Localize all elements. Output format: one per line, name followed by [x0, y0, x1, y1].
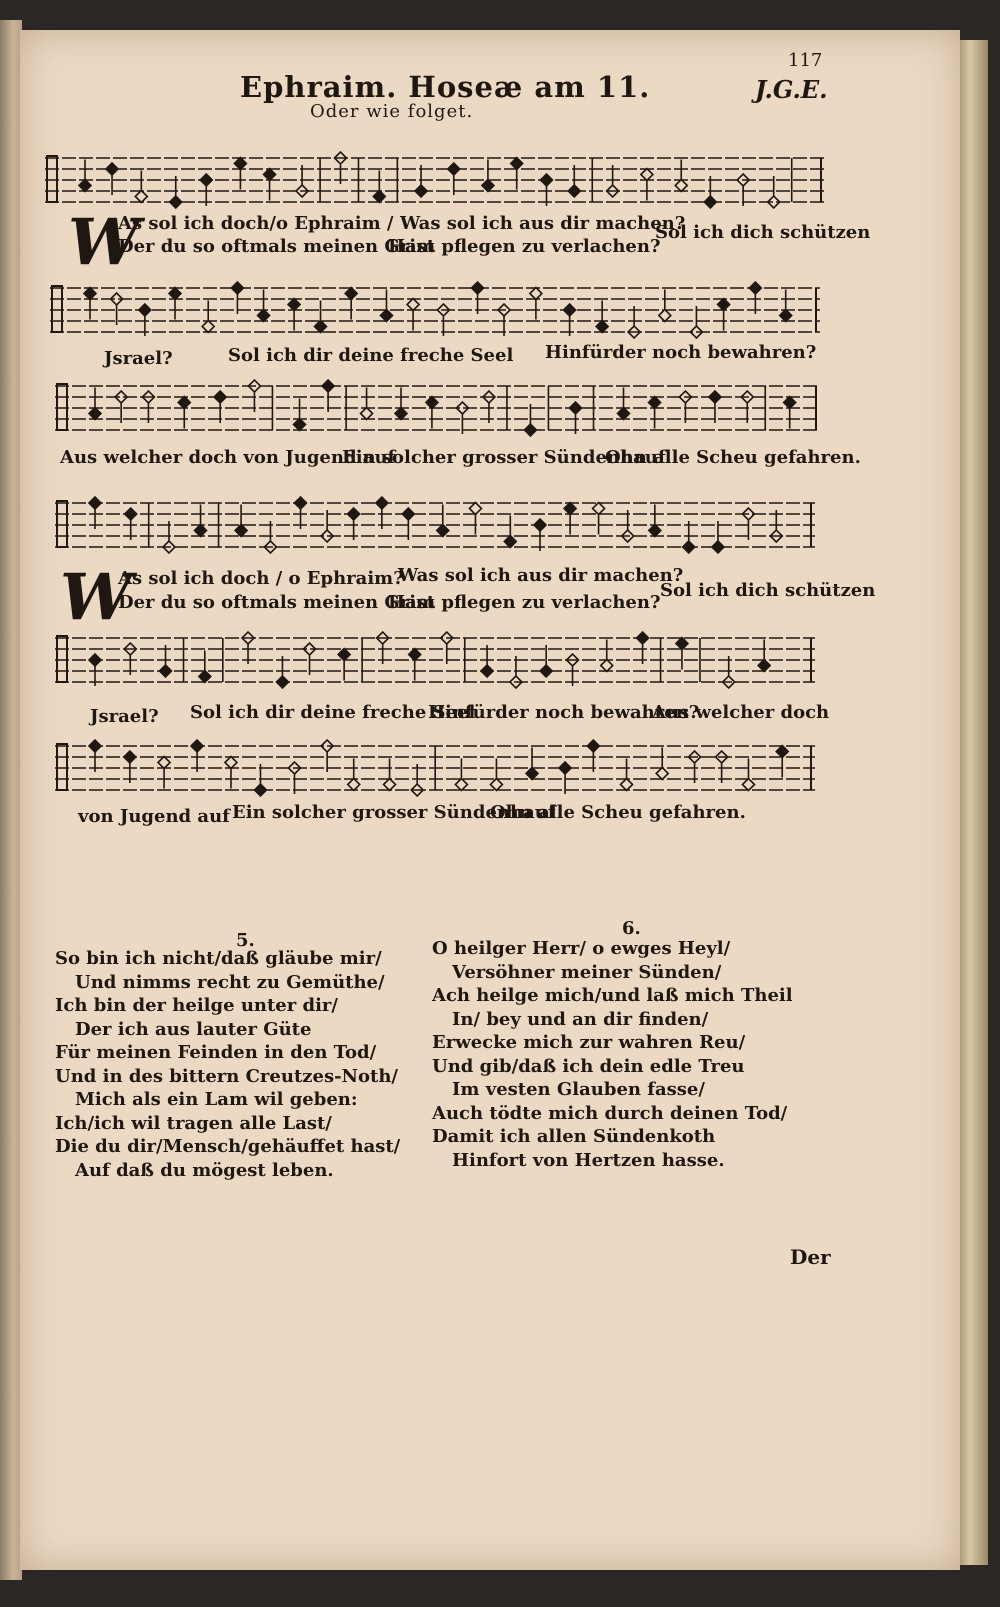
verse-line: Auf daß du mögest leben. — [75, 1159, 334, 1181]
verse-line: O heilger Herr/ o ewges Heyl/ — [432, 938, 731, 959]
verse-line: Ich bin der heilge unter dir/ — [55, 995, 338, 1016]
decorated-initial-2: W — [60, 560, 132, 635]
page-number: 117 — [788, 50, 823, 71]
composer-signature: J.G.E. — [755, 75, 828, 104]
verse-line: Hinfort von Hertzen hasse. — [452, 1149, 725, 1171]
page — [20, 30, 960, 1570]
lyric-line: Sol ich dir deine freche Seel — [228, 345, 514, 366]
verse-line: Für meinen Feinden in den Tod/ — [55, 1042, 377, 1063]
lyric-line: Hinfürder noch bewahren? — [428, 702, 700, 723]
lyric-line: Hinfürder noch bewahren? — [545, 342, 817, 363]
verse-line: Erwecke mich zur wahren Reu/ — [432, 1032, 746, 1053]
lyric-line: Sol ich dich schützen — [660, 580, 876, 601]
staff-2-1 — [55, 495, 815, 557]
lyric-line: As sol ich doch / o Ephraim? — [118, 568, 404, 589]
staff-1-3 — [55, 378, 820, 440]
verse-line: So bin ich nicht/daß gläube mir/ — [55, 948, 382, 969]
lyric-line: von Jugend auf — [78, 806, 230, 827]
verse-line: In/ bey und an dir finden/ — [452, 1008, 709, 1030]
verse-line: Und gib/daß ich dein edle Treu — [432, 1055, 745, 1077]
lyric-line: Ein solcher grosser Sündenhauf — [342, 447, 666, 468]
right-page-edges — [958, 40, 988, 1565]
lyric-line: Aus welcher doch — [652, 702, 830, 723]
staff-1-2 — [50, 280, 820, 342]
lyric-line: Der du so oftmals meinen Grim — [118, 236, 436, 257]
lyric-line: Was sol ich aus dir machen? — [400, 213, 686, 234]
lyric-line: Jsrael? — [90, 706, 159, 727]
verse-number-6: 6. — [622, 918, 641, 939]
verse-line: Mich als ein Lam wil geben: — [75, 1089, 358, 1110]
lyric-line: Hast pflegen zu verlachen? — [388, 236, 661, 257]
verse-line: Versöhner meiner Sünden/ — [452, 961, 722, 983]
staff-2-2 — [55, 630, 815, 692]
verse-line: Im vesten Glauben fasse/ — [452, 1079, 705, 1100]
lyric-line: As sol ich doch/o Ephraim / — [118, 213, 394, 234]
verse-number-5: 5. — [236, 930, 255, 951]
decorated-initial-1: W — [68, 205, 140, 280]
catchword: Der — [790, 1245, 831, 1269]
verse-line: Die du dir/Mensch/gehäuffet hast/ — [55, 1136, 401, 1157]
lyric-line: Ein solcher grosser Sündenhauf — [232, 802, 556, 823]
lyric-line: Sol ich dir deine freche Seel — [190, 702, 476, 723]
lyric-line: Ohn alle Scheu gefahren. — [605, 447, 861, 468]
lyric-line: Sol ich dich schützen — [655, 222, 871, 243]
verse-line: Und nimms recht zu Gemüthe/ — [75, 971, 385, 993]
page-title: Ephraim. Hoseæ am 11. — [240, 70, 651, 104]
verse-line: Auch tödte mich durch deinen Tod/ — [432, 1102, 788, 1124]
verse-line: Ach heilge mich/und laß mich Theil — [432, 985, 793, 1006]
lyric-line: Aus welcher doch von Jugend auf — [60, 447, 396, 468]
lyric-line: Was sol ich aus dir machen? — [398, 565, 684, 586]
lyric-line: Jsrael? — [104, 348, 173, 369]
verse-line: Und in des bittern Creutzes-Noth/ — [55, 1065, 398, 1087]
staff-1-1 — [45, 150, 825, 212]
page-subtitle: Oder wie folget. — [310, 101, 474, 122]
verse-line: Damit ich allen Sündenkoth — [432, 1126, 716, 1147]
verse-line: Der ich aus lauter Güte — [75, 1018, 312, 1040]
staff-2-3 — [55, 738, 815, 800]
lyric-line: Hast pflegen zu verlachen? — [388, 592, 661, 613]
lyric-line: Der du so oftmals meinen Grim — [118, 592, 436, 613]
left-page-edge — [0, 20, 22, 1580]
verse-line: Ich/ich wil tragen alle Last/ — [55, 1112, 332, 1134]
lyric-line: Ohn alle Scheu gefahren. — [490, 802, 746, 823]
